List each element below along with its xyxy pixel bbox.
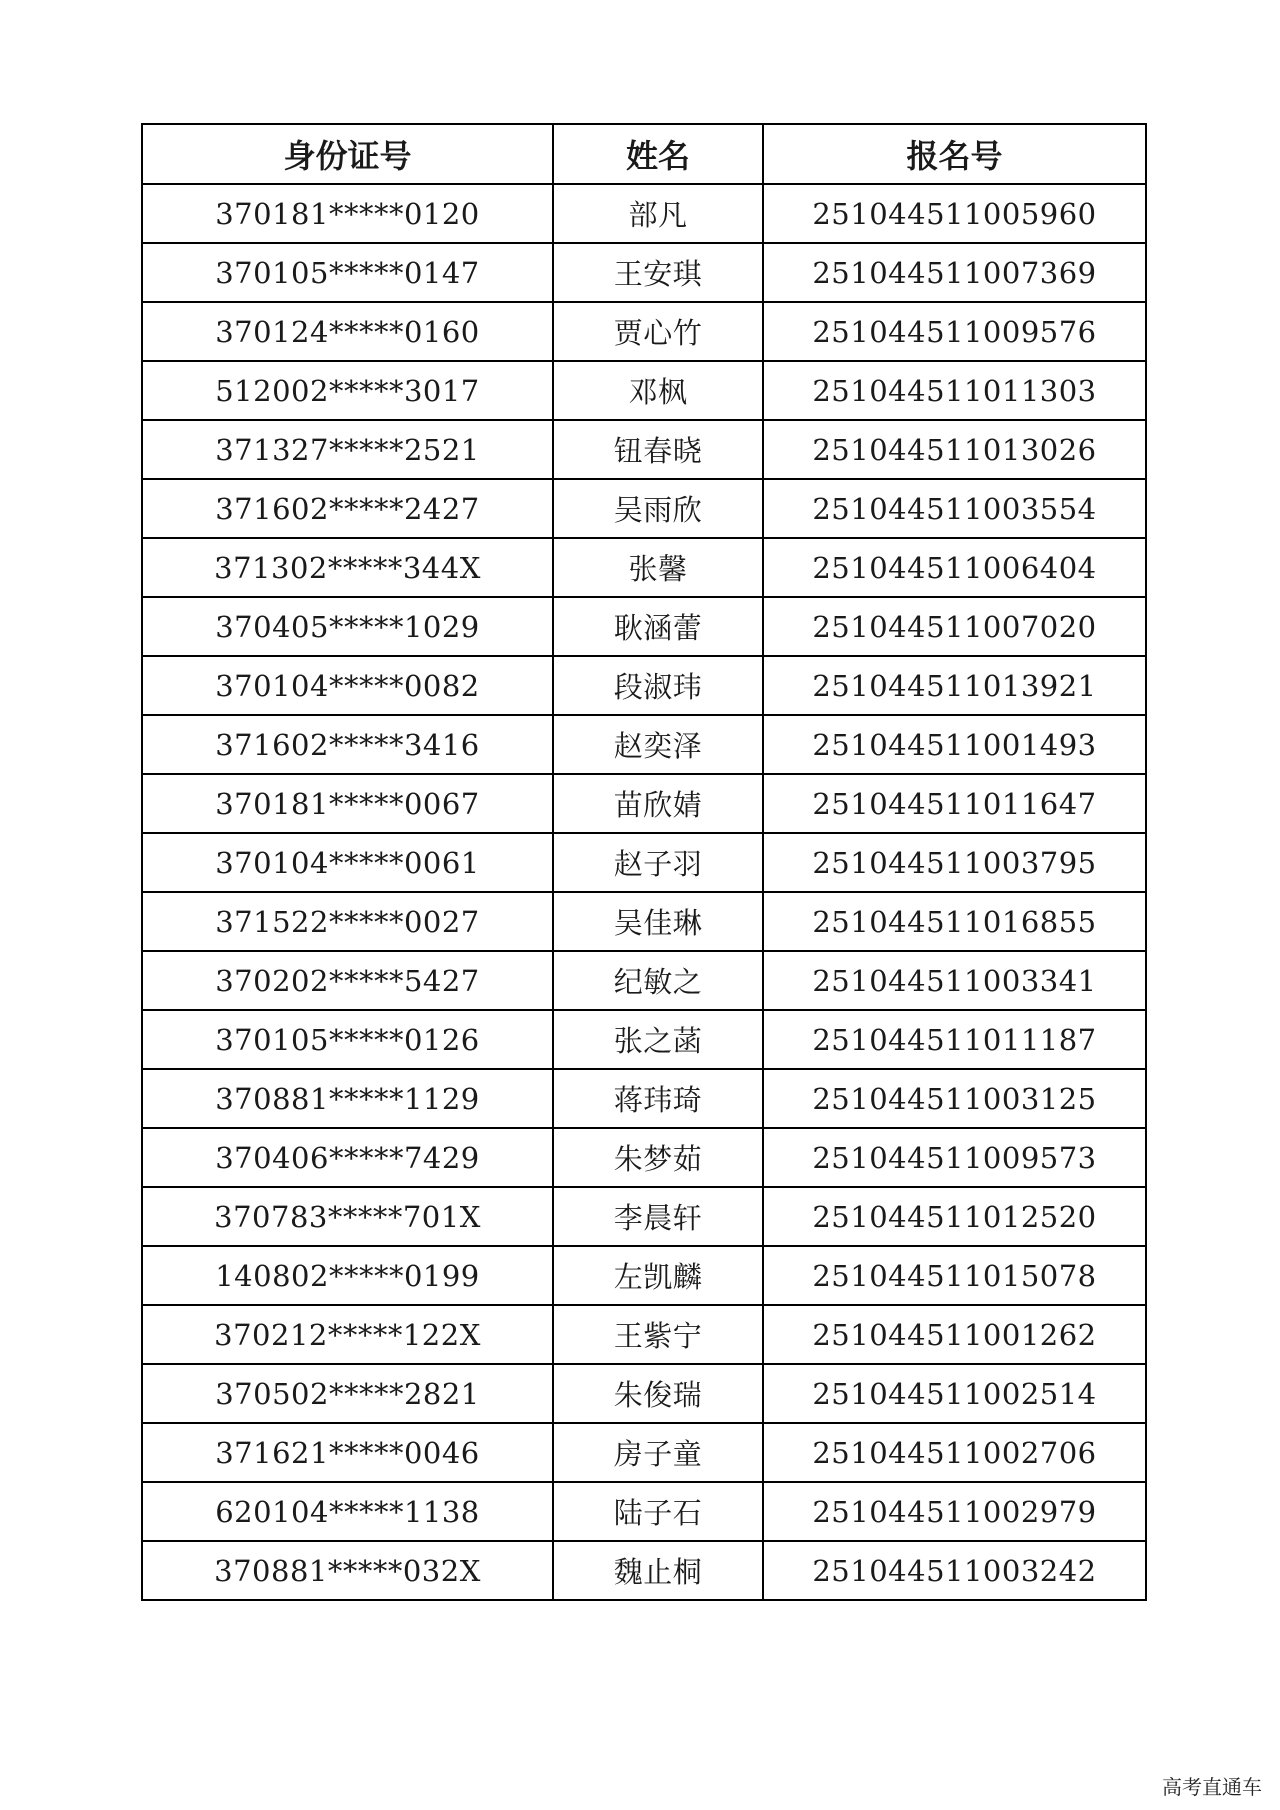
cell-id-number: 371522*****0027 [142,892,553,951]
cell-name: 朱梦茹 [553,1128,763,1187]
cell-name: 房子童 [553,1423,763,1482]
cell-registration-number: 251044511003125 [763,1069,1146,1128]
table-row [142,833,1146,892]
table-row [142,1482,1146,1541]
cell-id-number: 370202*****5427 [142,951,553,1010]
cell-name: 贾心竹 [553,302,763,361]
cell-registration-number: 251044511013026 [763,420,1146,479]
cell-name: 耿涵蕾 [553,597,763,656]
header-id-number: 身份证号 [142,124,553,184]
table-row [142,1187,1146,1246]
cell-registration-number: 251044511012520 [763,1187,1146,1246]
cell-id-number: 370502*****2821 [142,1364,553,1423]
cell-id-number: 371302*****344X [142,538,553,597]
table-row [142,184,1146,243]
cell-registration-number: 251044511016855 [763,892,1146,951]
cell-id-number: 370881*****1129 [142,1069,553,1128]
cell-id-number: 370181*****0067 [142,774,553,833]
cell-name: 赵子羽 [553,833,763,892]
cell-name: 吴佳琳 [553,892,763,951]
header-name: 姓名 [553,124,763,184]
cell-id-number: 371327*****2521 [142,420,553,479]
cell-registration-number: 251044511011187 [763,1010,1146,1069]
cell-registration-number: 251044511009576 [763,302,1146,361]
cell-name: 魏止桐 [553,1541,763,1600]
table-row [142,1246,1146,1305]
cell-name: 钮春晓 [553,420,763,479]
cell-id-number: 370181*****0120 [142,184,553,243]
cell-id-number: 140802*****0199 [142,1246,553,1305]
table-row [142,302,1146,361]
cell-registration-number: 251044511003242 [763,1541,1146,1600]
cell-name: 苗欣婧 [553,774,763,833]
cell-registration-number: 251044511001493 [763,715,1146,774]
cell-registration-number: 251044511011303 [763,361,1146,420]
cell-name: 左凯麟 [553,1246,763,1305]
cell-registration-number: 251044511013921 [763,656,1146,715]
cell-registration-number: 251044511009573 [763,1128,1146,1187]
cell-id-number: 370406*****7429 [142,1128,553,1187]
cell-name: 王安琪 [553,243,763,302]
cell-id-number: 371602*****3416 [142,715,553,774]
cell-registration-number: 251044511001262 [763,1305,1146,1364]
cell-id-number: 620104*****1138 [142,1482,553,1541]
cell-id-number: 512002*****3017 [142,361,553,420]
table-row [142,951,1146,1010]
cell-registration-number: 251044511006404 [763,538,1146,597]
table-row [142,479,1146,538]
cell-name: 张馨 [553,538,763,597]
cell-registration-number: 251044511005960 [763,184,1146,243]
cell-id-number: 370104*****0082 [142,656,553,715]
cell-registration-number: 251044511003795 [763,833,1146,892]
cell-name: 纪敏之 [553,951,763,1010]
table-row [142,1010,1146,1069]
table-row [142,774,1146,833]
cell-registration-number: 251044511015078 [763,1246,1146,1305]
table-row [142,892,1146,951]
cell-registration-number: 251044511002706 [763,1423,1146,1482]
table-row [142,597,1146,656]
watermark-text: 高考直通车 [1162,1775,1262,1799]
cell-id-number: 370105*****0126 [142,1010,553,1069]
cell-registration-number: 251044511002979 [763,1482,1146,1541]
cell-name: 吴雨欣 [553,479,763,538]
cell-registration-number: 251044511007020 [763,597,1146,656]
table-body [142,184,1146,1600]
cell-name: 邓枫 [553,361,763,420]
table-row [142,1423,1146,1482]
table-row [142,1541,1146,1600]
header-registration-number: 报名号 [763,124,1146,184]
cell-id-number: 370783*****701X [142,1187,553,1246]
cell-id-number: 370212*****122X [142,1305,553,1364]
table-row [142,1069,1146,1128]
cell-registration-number: 251044511007369 [763,243,1146,302]
table-row [142,538,1146,597]
table-row [142,656,1146,715]
cell-id-number: 371621*****0046 [142,1423,553,1482]
table-row [142,361,1146,420]
cell-name: 王紫宁 [553,1305,763,1364]
table-row [142,1128,1146,1187]
table-header-row [142,124,1146,184]
cell-id-number: 370104*****0061 [142,833,553,892]
cell-name: 李晨轩 [553,1187,763,1246]
cell-id-number: 370105*****0147 [142,243,553,302]
cell-name: 张之菡 [553,1010,763,1069]
cell-registration-number: 251044511003341 [763,951,1146,1010]
cell-name: 朱俊瑞 [553,1364,763,1423]
cell-name: 陆子石 [553,1482,763,1541]
cell-id-number: 370881*****032X [142,1541,553,1600]
cell-name: 蒋玮琦 [553,1069,763,1128]
cell-registration-number: 251044511002514 [763,1364,1146,1423]
table-row [142,243,1146,302]
table-row [142,1305,1146,1364]
cell-registration-number: 251044511011647 [763,774,1146,833]
table-row [142,715,1146,774]
cell-id-number: 370405*****1029 [142,597,553,656]
cell-registration-number: 251044511003554 [763,479,1146,538]
roster-table [141,123,1147,1601]
table-row [142,1364,1146,1423]
cell-name: 段淑玮 [553,656,763,715]
cell-name: 部凡 [553,184,763,243]
cell-name: 赵奕泽 [553,715,763,774]
cell-id-number: 371602*****2427 [142,479,553,538]
table-row [142,420,1146,479]
cell-id-number: 370124*****0160 [142,302,553,361]
